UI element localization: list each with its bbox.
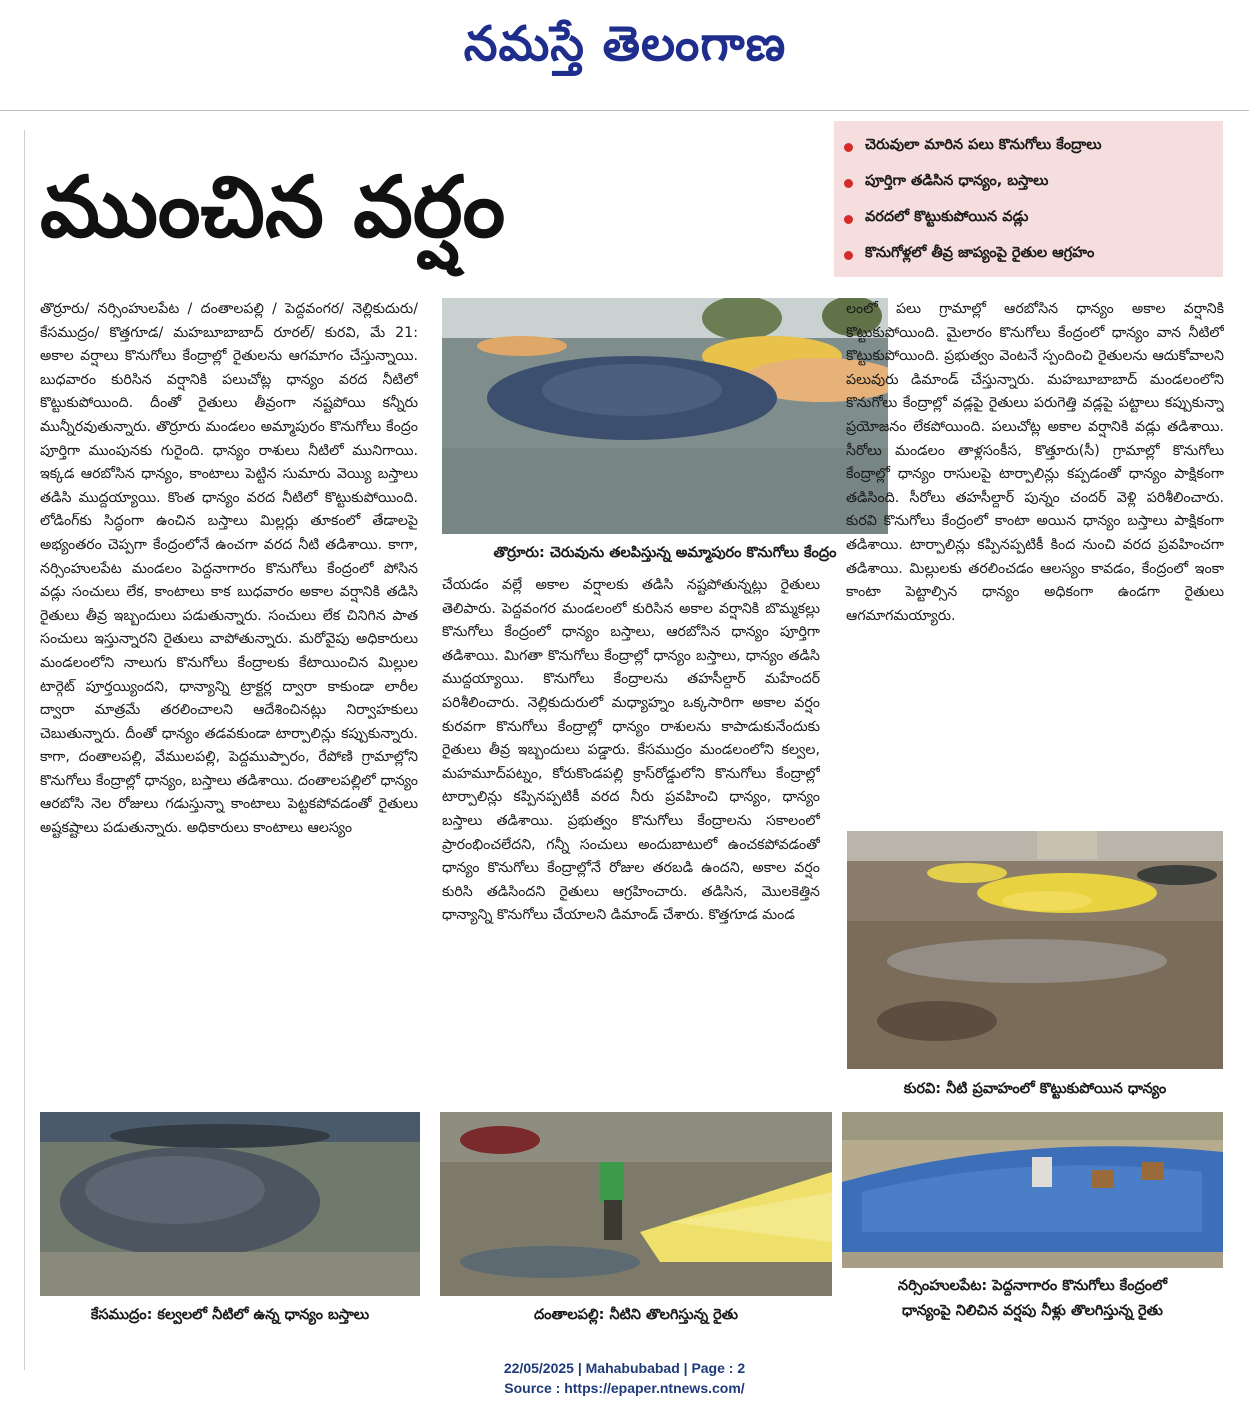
bullet-icon: [844, 143, 853, 152]
bullet-icon: [844, 215, 853, 224]
photo-kuravi: [847, 831, 1223, 1069]
caption-bottom-right: నర్సింహులపేట: పెద్దనాగారం కొనుగోలు కేంద్రంలో ధాన్యంపై నిలిచిన వర్షపు నీళ్లు తొలగిస్తున్న రైతు: [897, 1278, 1168, 1319]
bullet-icon: [844, 179, 853, 188]
photo-danthalapalli: [440, 1112, 832, 1296]
highlight-item: చెరువులా మారిన పలు కొనుగోలు కేంద్రాలు: [844, 129, 1213, 165]
highlight-item: పూర్తిగా తడిసిన ధాన్యం, బస్తాలు: [844, 165, 1213, 201]
masthead: [0, 0, 1249, 112]
caption-bottom-middle: దంతాలపల్లి: నీటిని తొలగిస్తున్న రైతు: [533, 1307, 739, 1323]
highlight-item: వరదలో కొట్టుకుపోయిన వడ్లు: [844, 201, 1213, 237]
footer-date-edition: 22/05/2025 | Mahabubabad | Page : 2: [503, 1360, 746, 1376]
article-column-1: తొర్రూరు/ నర్సింహులపేట / దంతాలపల్లి / పెద్దవంగర/ నెల్లికుదురు/ కేసముద్రం/ కొత్తగూడ/ మహబూబాబాద్ రూరల్/ కురవి, మే 21: అకాల వర్షాలు కొనుగోలు కేంద్రాల్లో రైతులను ఆగమాగం చేస్తున్నాయి. బుధవారం కురిసిన వర్షానికి పలుచోట్ల ధాన్యం వరద నీటిలో కొట్టుకుపోయింది. దీంతో రైతులు తీవ్రంగా నష్టపోయి కన్నీరు మున్నీరవుతున్నారు. తొర్రూరు మండలం అమ్మాపురం కొనుగోలు కేంద్రం పూర్తిగా ముంపునకు గురైంది. ధాన్యం రాశులు నీటిలో మునిగాయి. ఇక్కడ ఆరబోసిన ధాన్యం, కాంటాలు పెట్టిన సుమారు వెయ్యి బస్తాలు తడిసి ముద్దయ్యాయి. కొంత ధాన్యం వరద నీటిలో కొట్టుకుపోయింది. లోడింగ్‌కు సిద్ధంగా ఉంచిన బస్తాలు మిల్లర్లు తూకంలో తేడాలపై అభ్యంతరం చెప్పగా కేంద్రంలోనే ఉంచగా వరద నీటి తడిశాయి. కాగా, నర్సింహులపేట మండలం పెద్దనాగారం కొనుగోలు కేంద్రంలో పోసిన వడ్లు సంచులు లేక, కాంటాలు కాక బుధవారం అకాల వర్షానికి తడిసి రైతులు తీవ్ర ఇబ్బందులు పడుతున్నారు. సంచులు లేక చినిగిన పాత సంచులు ఇస్తున్నారని రైతులు వాపోతున్నారు. మరోవైపు అధికారులు మండలంలోని నాలుగు కొనుగోలు కేంద్రాలకు కేటాయించిన మిల్లుల టార్గెట్ పూర్తయ్యిందని, ధాన్యాన్ని ట్రాక్టర్ల ద్వారా కాకుండా లారీల ద్వారా మాత్రమే తరలించాలని ఆదేశించినట్లు నిర్వాహకులు చెబుతున్నారు. దీంతో ధాన్యం తడవకుండా టార్పాలిన్లు కప్పుకున్నారు. కాగా, దంతాలపల్లి, వేములపల్లి, పెద్దముప్పారం, రేపోణి గ్రామాల్లోని కొనుగోలు కేంద్రాల్లో ధాన్యం, బస్తాలు తడిశాయి. దంతాలపల్లిలో ధాన్యం ఆరబోసి నెల రోజులు గడుస్తున్నా కాంటాలు పెట్టకపోవడంతో రైతులు అష్టకష్టాలు పడుతున్నారు. అధికారులు కాంటాలు ఆలస్యం: [40, 301, 418, 837]
highlight-item: కొనుగోళ్లలో తీవ్ర జాప్యంపై రైతుల ఆగ్రహం: [844, 237, 1213, 273]
caption-top-photo: తొర్రూరు: చెరువును తలపిస్తున్న అమ్మాపురం కొనుగోలు కేంద్రం: [493, 545, 837, 561]
highlights-box: [834, 121, 1223, 277]
bullet-icon: [844, 251, 853, 260]
left-margin-rule: [24, 130, 25, 1370]
article-column-2: చేయడం వల్లే అకాల వర్షాలకు తడిసి నష్టపోతున్నట్లు రైతులు తెలిపారు. పెద్దవంగర మండలంలో కురిసిన అకాల వర్షానికి బొమ్మకల్లు కొనుగోలు కేంద్రంలో ధాన్యం బస్తాలు, ఆరబోసిన ధాన్యం పూర్తిగా తడిశాయి. మిగతా కొనుగోలు కేంద్రాల్లో ధాన్యం బస్తాలు, ధాన్యం తడిసి ముద్దయ్యాయి. కొనుగోలు కేంద్రాలను తహసీల్దార్ మహేందర్ పరిశీలించారు. నెల్లికుదురులో మధ్యాహ్నం ఒక్కసారిగా అకాల వర్షం కురవగా కొనుగోలు కేంద్రాల్లో ధాన్యం రాశులను కాపాడుకునేందుకు రైతులు తీవ్ర ఇబ్బందులు పడ్డారు. కేసముద్రం మండలంలోని కల్వల, మహమూద్‌పట్నం, కోరుకొండపల్లి క్రాస్‌రోడ్డులోని కొనుగోలు కేంద్రాల్లో టార్పాలిన్లు కప్పినప్పటికీ వరద నీరు ప్రవహించి ధాన్యం, ధాన్యం బస్తాలు తడిశాయి. ప్రభుత్వం కొనుగోలు కేంద్రాలను సకాలంలో ప్రారంభించలేదని, గన్నీ సంచులు అందుబాటులో ఉంచకపోవడంతో ధాన్యం కొనుగోలు కేంద్రాల్లోనే రోజుల తరబడి ఉందని, అకాల వర్షం కురిసి తడిసిందని రైతులు ఆగ్రహించారు. తడిసిన, మొలకెత్తిన ధాన్యాన్ని కొనుగోలు చేయాలని డిమాండ్ చేశారు. కొత్తగూడ మండ: [442, 577, 820, 924]
article-column-3: లంలో పలు గ్రామాల్లో ఆరబోసిన ధాన్యం అకాల వర్షానికి కొట్టుకుపోయింది. మైలారం కొనుగోలు కేంద్రంలో ధాన్యం వాన నీటిలో కొట్టుకుపోయింది. ప్రభుత్వం వెంటనే స్పందించి రైతులను ఆదుకోవాలని పలువురు డిమాండ్ చేస్తున్నారు. మహబూబాబాద్ మండలంలోని కొనుగోలు కేంద్రాల్లో వడ్లపై రైతులు పరుగెత్తి వడ్లపై పట్టాలు కప్పుకున్నా ప్రయోజనం లేకపోయింది. పలుచోట్ల అకాల వర్షానికి వడ్లు తడిశాయి. సీరోలు మండలం తాళ్లసంకీస, కొత్తూరు(సీ) గ్రామాల్లో కొనుగోలు కేంద్రాల్లో ధాన్యం రాసులపై టార్పాలిన్లు కప్పడంతో ధాన్యం పాక్షికంగా తడిసింది. సీరోలు తహసీల్దార్ పున్నం చందర్ వెళ్లి పరిశీలించారు. కురవి కొనుగోలు కేంద్రంలో కాంటా అయిన ధాన్యం బస్తాలు పాక్షికంగా తడిశాయి. టార్పాలిన్లు కప్పినప్పటికీ కింద నుంచి వరద ప్రవహించగా తడిశాయి. మిల్లులకు తరలించడం ఆలస్యం కావడం, కేంద్రంలో ఇంకా కాంటా పెట్టాల్సిన ధాన్యం అధికంగా ఉండగా రైతులు ఆగమాగమయ్యారు.: [846, 301, 1224, 624]
footer-source[interactable]: Source : https://epaper.ntnews.com/: [504, 1380, 745, 1396]
caption-right-photo: కురవి: నీటి ప్రవాహంలో కొట్టుకుపోయిన ధాన్యం: [903, 1081, 1167, 1097]
page-footer: [0, 1358, 1249, 1398]
photo-narsimhulapet: [842, 1112, 1223, 1268]
newspaper-logo: నమస్తే తెలంగాణ: [463, 16, 787, 72]
masthead-divider: [0, 110, 1249, 111]
caption-bottom-left: కేసముద్రం: కల్వలలో నీటిలో ఉన్న ధాన్యం బస్తాలు: [90, 1307, 370, 1323]
photo-flooded-centre: [442, 298, 888, 534]
photo-kesamudram: [40, 1112, 420, 1296]
headline: ముంచిన వర్షం: [40, 158, 506, 256]
